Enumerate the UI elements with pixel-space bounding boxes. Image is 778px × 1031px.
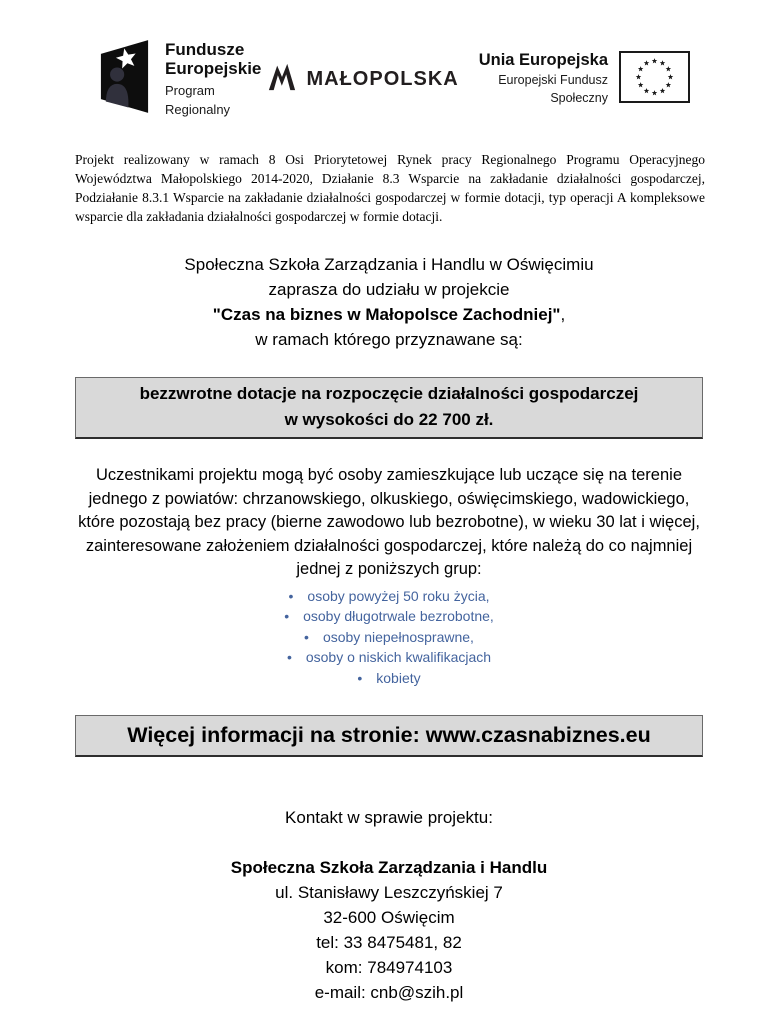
participants-paragraph: Uczestnikami projektu mogą być osoby zamieszkujące lub uczące się na terenie jednego z powiatów: chrzanowskiego, olkuskiego, oświęcimskiego, wadowickiego, które pozostają bez pracy (bierne zawodowo lub bezrobotne), w wieku 30 lat i więcej, zainteresowane założeniem działalności gospodarczej, które należą do co najmniej jednej z poniższych grup: xyxy=(78,466,700,578)
list-item-label: osoby o niskich kwalifikacjach xyxy=(305,649,492,665)
invitation-line-grants: w ramach którego przyznawane są: xyxy=(255,330,523,349)
eu-funds-title-line2: Europejskie xyxy=(165,58,262,78)
bullet-icon: • xyxy=(288,587,294,604)
contact-tel: tel: 33 8475481, 82 xyxy=(316,933,462,952)
contact-spacer xyxy=(0,830,778,855)
list-item xyxy=(0,668,778,689)
contact-heading: Kontakt w sprawie projektu: xyxy=(285,808,493,827)
bullet-icon: • xyxy=(286,649,292,665)
invitation-line-invite: zaprasza do udziału w projekcie xyxy=(268,280,510,299)
logo-malopolska xyxy=(267,63,458,96)
contact-mobile: kom: 784974103 xyxy=(325,958,453,977)
contact-block xyxy=(0,805,778,1005)
bullet-icon: • xyxy=(284,608,290,624)
bullet-icon: • xyxy=(357,669,363,686)
list-item-label: osoby powyżej 50 roku życia, xyxy=(307,587,490,604)
logo-header xyxy=(96,38,690,120)
list-item-label: osoby długotrwale bezrobotne, xyxy=(303,608,494,624)
invitation-line-org: Społeczna Szkoła Zarządzania i Handlu w Oświęcimiu xyxy=(184,255,594,274)
invitation-line-project xyxy=(0,302,778,327)
intro-paragraph: Projekt realizowany w ramach 8 Osi Priorytetowej Rynek pracy Regionalnego Programu Operacyjnego Województwa Małopolskiego 2014-2020, Działanie 8.3 Wsparcie na zakładanie działalności gospodarczej, Podziałanie 8.3.1 Wsparcie na zakładanie działalności gospodarczej w formie dotacji, typ operacji A kompleksowe wsparcie dla zakładania działalności gospodarczej w formie dotacji. xyxy=(75,152,705,224)
grant-box-line2: w wysokości do 22 700 zł. xyxy=(284,410,494,429)
grant-box-line1: bezzwrotne dotacje na rozpoczęcie działalności gospodarczej xyxy=(139,384,639,403)
eu-flag-icon xyxy=(619,51,690,108)
list-item xyxy=(0,586,778,607)
info-box-text: Więcej informacji na stronie: www.czasnabiznes.eu xyxy=(127,723,651,747)
list-item xyxy=(0,606,778,627)
logo-fundusze-europejskie xyxy=(96,39,267,119)
contact-address-city: 32-600 Oświęcim xyxy=(323,908,455,927)
project-title: "Czas na biznes w Małopolsce Zachodniej" xyxy=(212,305,561,324)
list-item-label: kobiety xyxy=(376,669,421,686)
contact-org: Społeczna Szkoła Zarządzania i Handlu xyxy=(230,858,548,877)
contact-address-street: ul. Stanisławy Leszczyńskiej 7 xyxy=(275,883,503,902)
malopolska-label: MAŁOPOLSKA xyxy=(306,67,459,90)
grant-box xyxy=(75,377,703,439)
malopolska-mountain-icon xyxy=(267,63,297,96)
logo-unia-europejska xyxy=(459,51,690,108)
invitation-block xyxy=(0,252,778,352)
list-item-label: osoby niepełnosprawne, xyxy=(322,628,474,645)
list-item xyxy=(0,647,778,668)
eu-funds-title-line1: Fundusze xyxy=(165,39,245,59)
eu-logo-text xyxy=(459,51,608,107)
eu-funds-logo-text xyxy=(165,40,267,119)
project-title-suffix: , xyxy=(560,305,566,324)
eu-funds-subtitle: Program Regionalny xyxy=(165,82,231,117)
bullet-icon: • xyxy=(304,628,309,645)
eu-funds-flag-icon xyxy=(96,39,153,119)
list-item xyxy=(0,627,778,648)
eu-subtitle: Europejski Fundusz Społeczny xyxy=(498,73,608,105)
eu-title: Unia Europejska xyxy=(478,51,608,69)
target-groups-list xyxy=(0,586,778,689)
contact-email: e-mail: cnb@szih.pl xyxy=(314,983,464,1002)
info-box xyxy=(75,715,703,757)
